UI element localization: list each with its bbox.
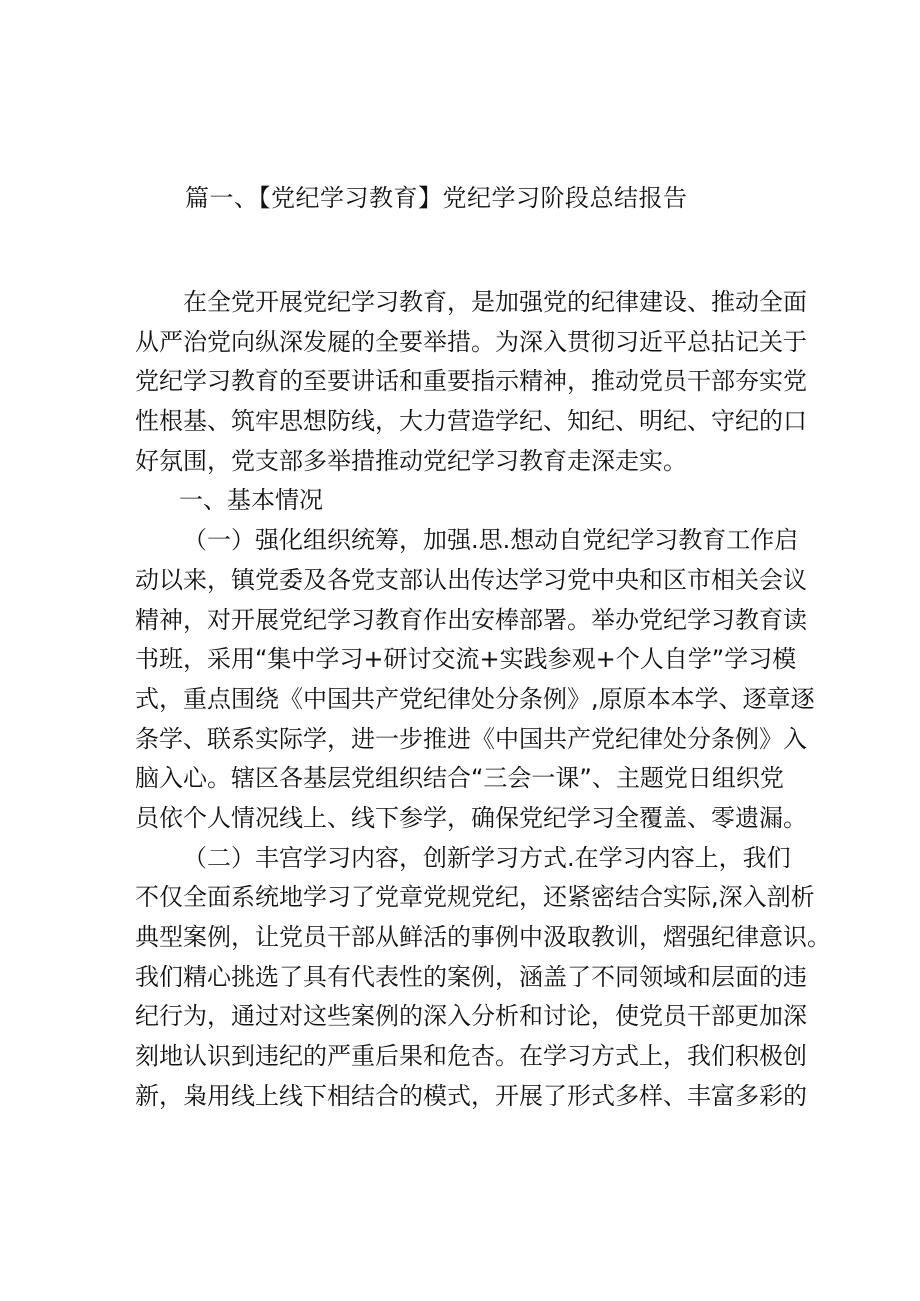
section-heading: 一、基本情况 xyxy=(179,486,323,515)
paragraph-line: 党纪学习教育的至要讲话和重要指示精神，推动党员干部夯实党 xyxy=(135,367,807,396)
paragraph-line: 动以来，镇党委及各党支部认出传达学习党中央和区市相关会议 xyxy=(135,565,807,594)
paragraph-line: 性根基、筑牢思想防线，大力营造学纪、知纪、明纪、守纪的口 xyxy=(135,407,807,436)
paragraph-line: 不仅全面系统地学习了党章党规党纪，还紧密结合实际,深入剖析 xyxy=(135,883,815,912)
paragraph-line: 刻地认识到违纪的严重后果和危杏。在学习方式上，我们积极创 xyxy=(135,1042,807,1071)
document-title: 篇一、【党纪学习教育】党纪学习阶段总结报告 xyxy=(185,184,688,212)
paragraph-line: （一）强化组织统筹，加强.思.想动自党纪学习教育工作启 xyxy=(183,526,799,555)
paragraph-line: 书班，采用“集中学习+研讨交流+实践参观+个人自学”学习模 xyxy=(135,645,797,674)
paragraph-line: 纪行为，通过对这些案例的深入分析和讨论，使党员干部更加深 xyxy=(135,1002,807,1031)
paragraph-line: 脑入心。辖区各基层党组织结合“三会一课”、主题党日组织党 xyxy=(135,764,784,793)
paragraph-line: 好氛围，党支部多举措推动党纪学习教育走深走实。 xyxy=(135,446,687,475)
paragraph-line: 从严治党向纵深发屣的全要举措。为深入贯彻习近平总拈记关于 xyxy=(135,327,807,356)
paragraph-line: 条学、联系实际学，进一步推进《中国共产党纪律处分条例》入 xyxy=(135,724,807,753)
paragraph-line: 式，重点围绕《中国共产党纪律处分条例》,原原本本学、逐章逐 xyxy=(135,684,815,713)
paragraph-line: 新，枭用线上线下相结合的模式，开展了形式多样、丰富多彩的 xyxy=(135,1081,807,1110)
paragraph-line: 员依个人情况线上、线下参学，确保党纪学习全覆盖、零遗漏。 xyxy=(135,803,807,832)
paragraph-line: （二）丰宫学习内容，创新学习方式.在学习内容上，我们 xyxy=(183,843,791,872)
paragraph-line: 在全党开展党纪学习教育，是加强党的纪律建设、推动全面 xyxy=(183,288,807,316)
paragraph-line: 我们精心挑选了具有代表性的案例，涵盖了不同领域和层面的违 xyxy=(135,962,807,991)
paragraph-line: 精神，对开展党纪学习教育作出安棒部署。举办党纪学习教育读 xyxy=(135,605,807,634)
paragraph-line: 典型案例，让党员干部从鲜活的事例中汲取教训，熠强纪律意识。 xyxy=(135,923,831,951)
document-body xyxy=(135,283,831,1116)
